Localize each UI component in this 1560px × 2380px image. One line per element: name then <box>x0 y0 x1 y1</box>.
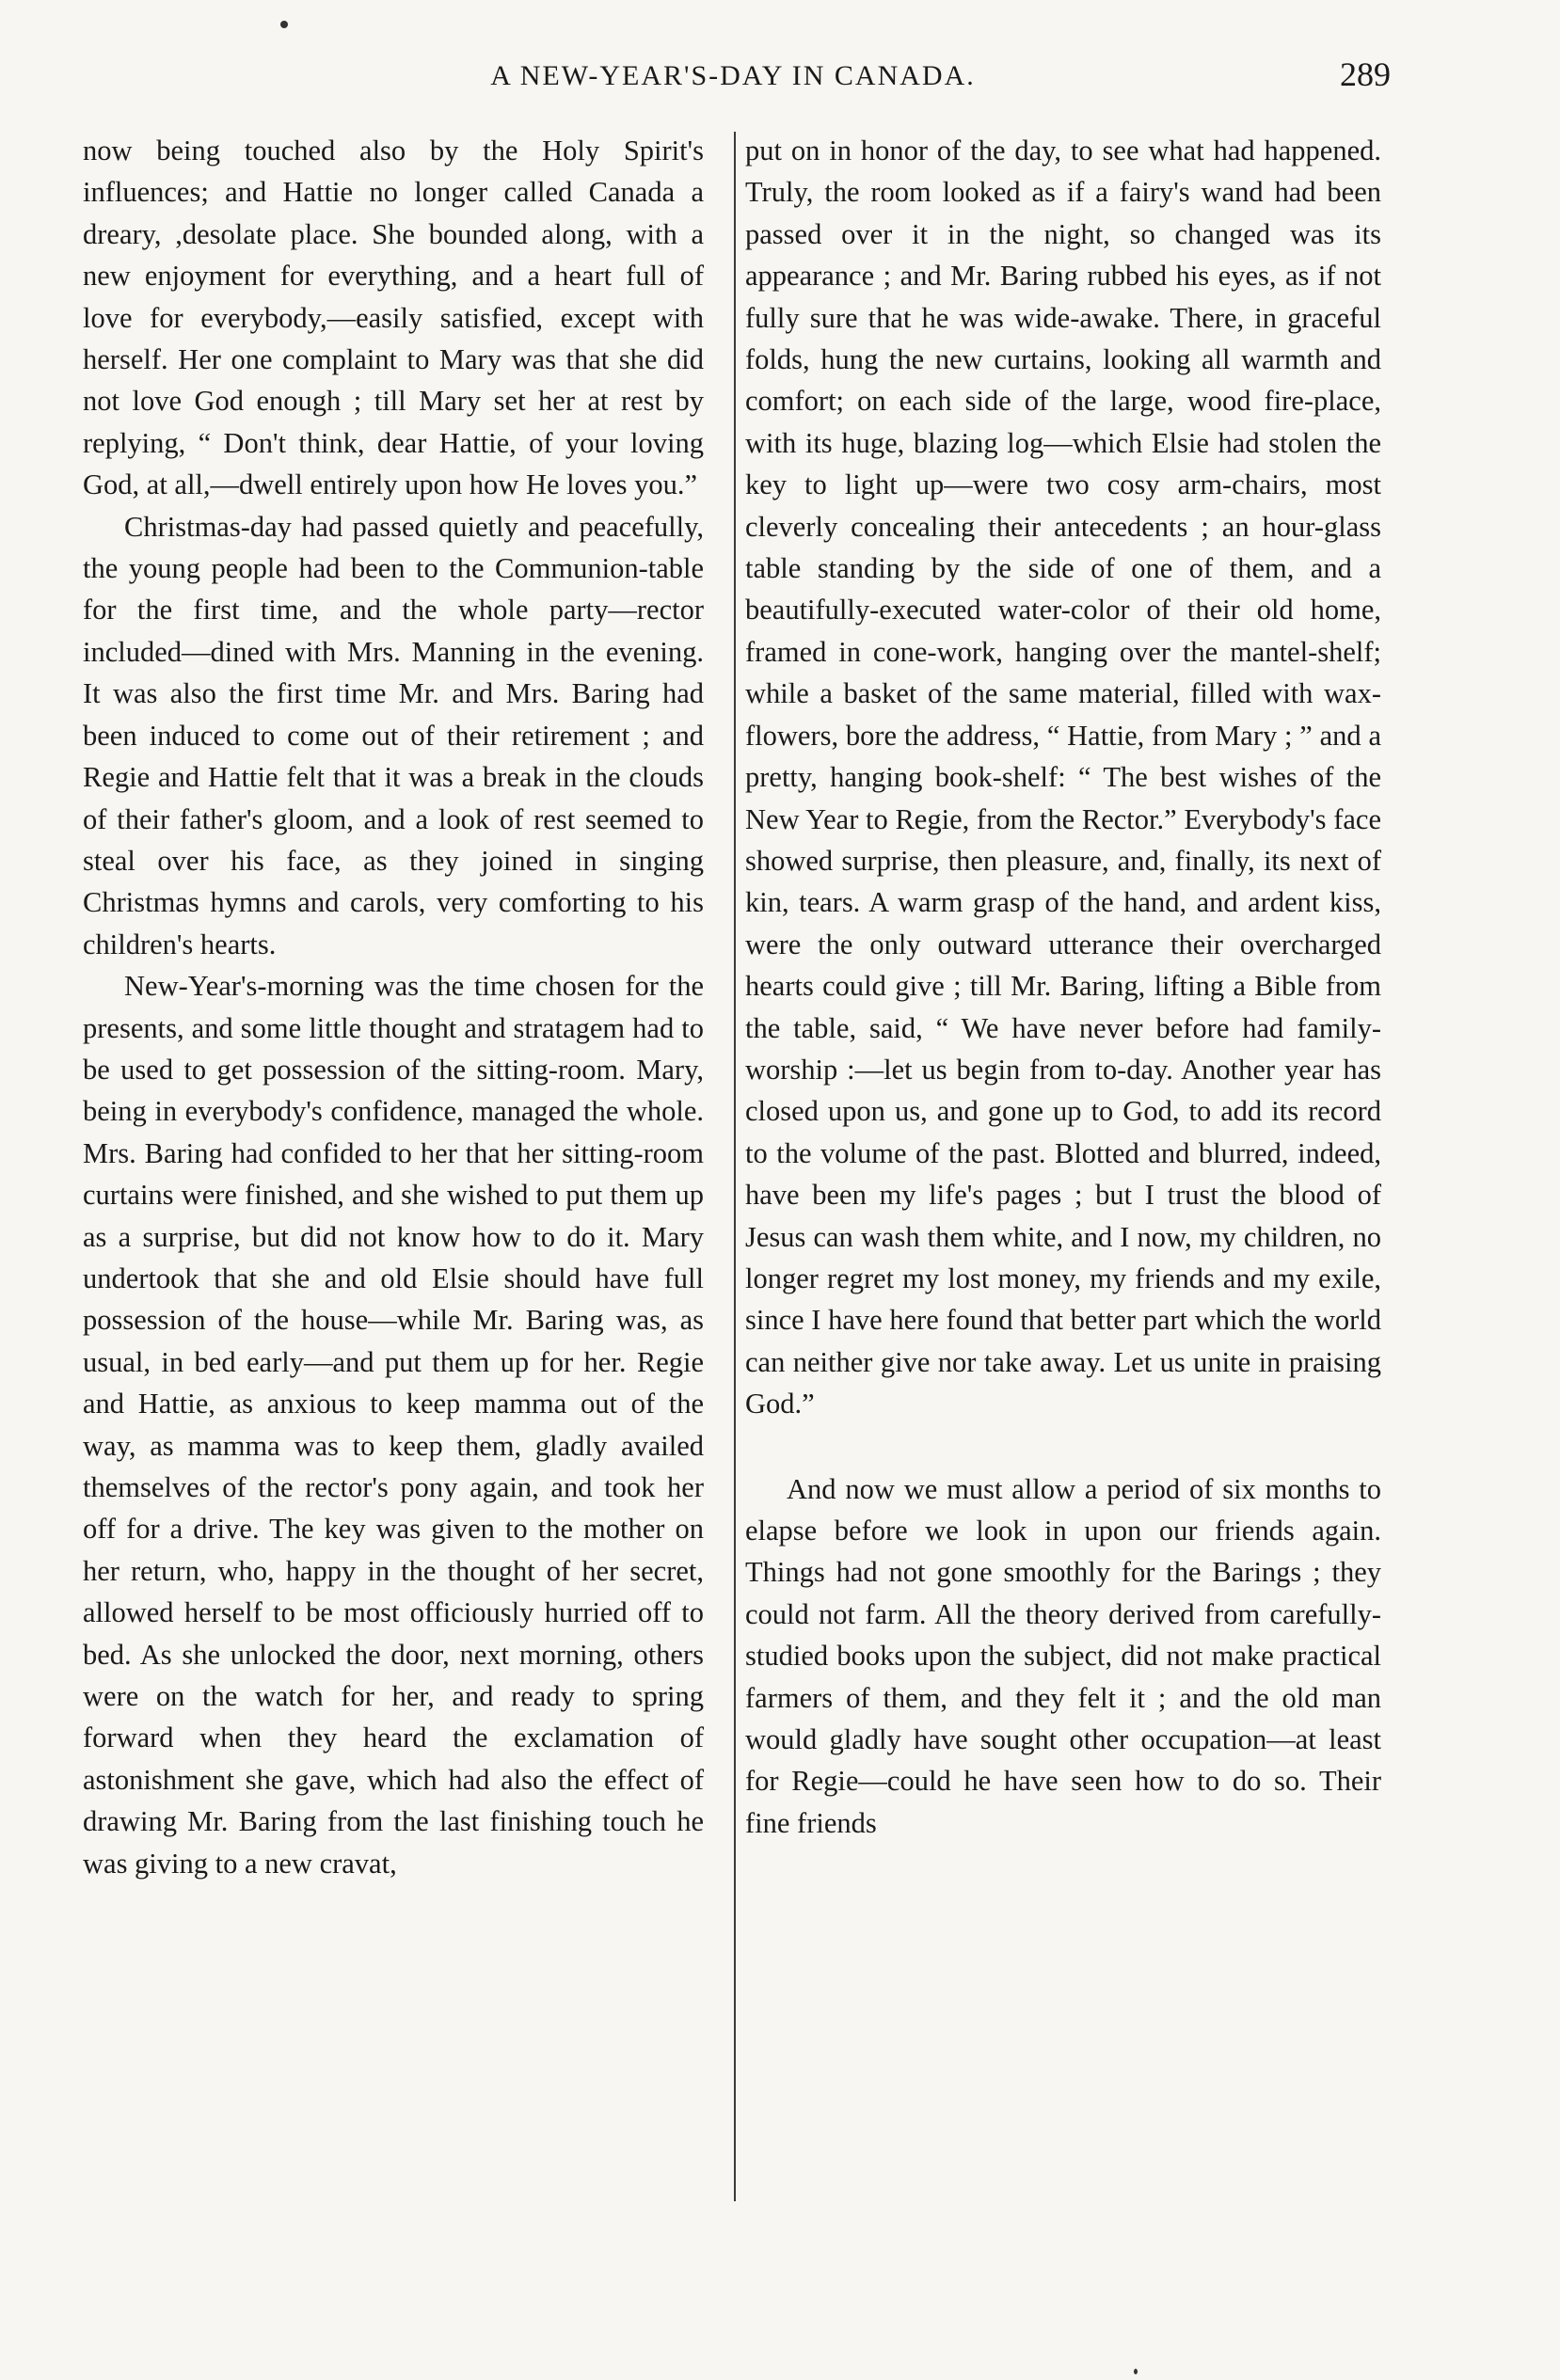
print-speck-top <box>280 21 288 28</box>
right-column <box>745 130 1381 1844</box>
print-speck-bottom <box>1134 2369 1138 2374</box>
column-divider <box>734 132 736 2201</box>
page-number: 289 <box>1340 56 1391 93</box>
paragraph: put on in honor of the day, to see what had happened. Truly, the room looked as if a fairy's wand had been passed over it in the night, so changed was its appearance ; and Mr. Baring rubbed his eyes, as if not fully sure that he was wide-awake. There, in graceful folds, hung the new curtains, looking all warmth and comfort; on each side of the large, wood fire-place, with its huge, blazing log—which Elsie had stolen the key to light up—were two cosy arm-chairs, most cleverly concealing their antecedents ; an hour-glass table standing by the side of one of them, and a beautifully-executed water-color of their old home, framed in cone-work, hanging over the mantel-shelf; while a basket of the same material, filled with wax-flowers, bore the address, “ Hattie, from Mary ; ” and a pretty, hanging book-shelf: “ The best wishes of the New Year to Regie, from the Rector.” Everybody's face showed surprise, then pleasure, and, finally, its next of kin, tears. A warm grasp of the hand, and ardent kiss, were the only outward utterance their overcharged hearts could give ; till Mr. Baring, lifting a Bible from the table, said, “ We have never before had family-worship :—let us begin from to-day. Another year has closed upon us, and gone up to God, to add its record to the volume of the past. Blotted and blurred, indeed, have been my life's pages ; but I trust the blood of Jesus can wash them white, and I now, my children, no longer regret my lost money, my friends and my exile, since I have here found that better part which the world can neither give nor take away. Let us unite in praising God.” <box>745 135 1381 1420</box>
paragraph: Christmas-day had passed quietly and peacefully, the young people had been to the Communion-table for the first time, and the whole party—rector included—dined with Mrs. Manning in the evening. It was also the first time Mr. and Mrs. Baring had been induced to come out of their retirement ; and Regie and Hattie felt that it was a break in the clouds of their father's gloom, and a look of rest seemed to steal over his face, as they joined in singing Christmas hymns and carols, very comforting to his children's hearts. <box>83 510 704 960</box>
paragraph: And now we must allow a period of six months to elapse before we look in upon our friends again. Things had not gone smoothly for the Barings ; they could not farm. All the theory derived from carefully-studied books upon the subject, did not make practical farmers of them, and they felt it ; and the old man would gladly have sought other occupation—at least for Regie—could he have seen how to do so. Their fine friends <box>745 1472 1381 1839</box>
left-column <box>83 130 704 1884</box>
running-title: A NEW-YEAR'S-DAY IN CANADA. <box>490 60 976 91</box>
page-header <box>75 58 1391 100</box>
paragraph: New-Year's-morning was the time chosen for the presents, and some little thought and stratagem had to be used to get possession of the sitting-room. Mary, being in everybody's confidence, managed the whole. Mrs. Baring had confided to her that her sitting-room curtains were finished, and she wished to put them up as a surprise, but did not know how to do it. Mary undertook that she and old Elsie should have full possession of the house—while Mr. Baring was, as usual, in bed early—and put them up for her. Regie and Hattie, as anxious to keep mamma out of the way, as mamma was to keep them, gladly availed themselves of the rector's pony again, and took her off for a drive. The key was given to the mother on her return, who, happy in the thought of her secret, allowed herself to be most officiously hurried off to bed. As she unlocked the door, next morning, others were on the watch for her, and ready to spring forward when they heard the exclamation of astonishment she gave, which had also the effect of drawing Mr. Baring from the last finishing touch he was giving to a new cravat, <box>83 970 704 1880</box>
paragraph: now being touched also by the Holy Spirit's influences; and Hattie no longer called Canada a dreary, ,desolate place. She bounded along, with a new enjoyment for everything, and a heart full of love for everybody,—easily satisfied, except with herself. Her one complaint to Mary was that she did not love God enough ; till Mary set her at rest by replying, “ Don't think, dear Hattie, of your loving God, at all,—dwell entirely upon how He loves you.” <box>83 135 704 501</box>
